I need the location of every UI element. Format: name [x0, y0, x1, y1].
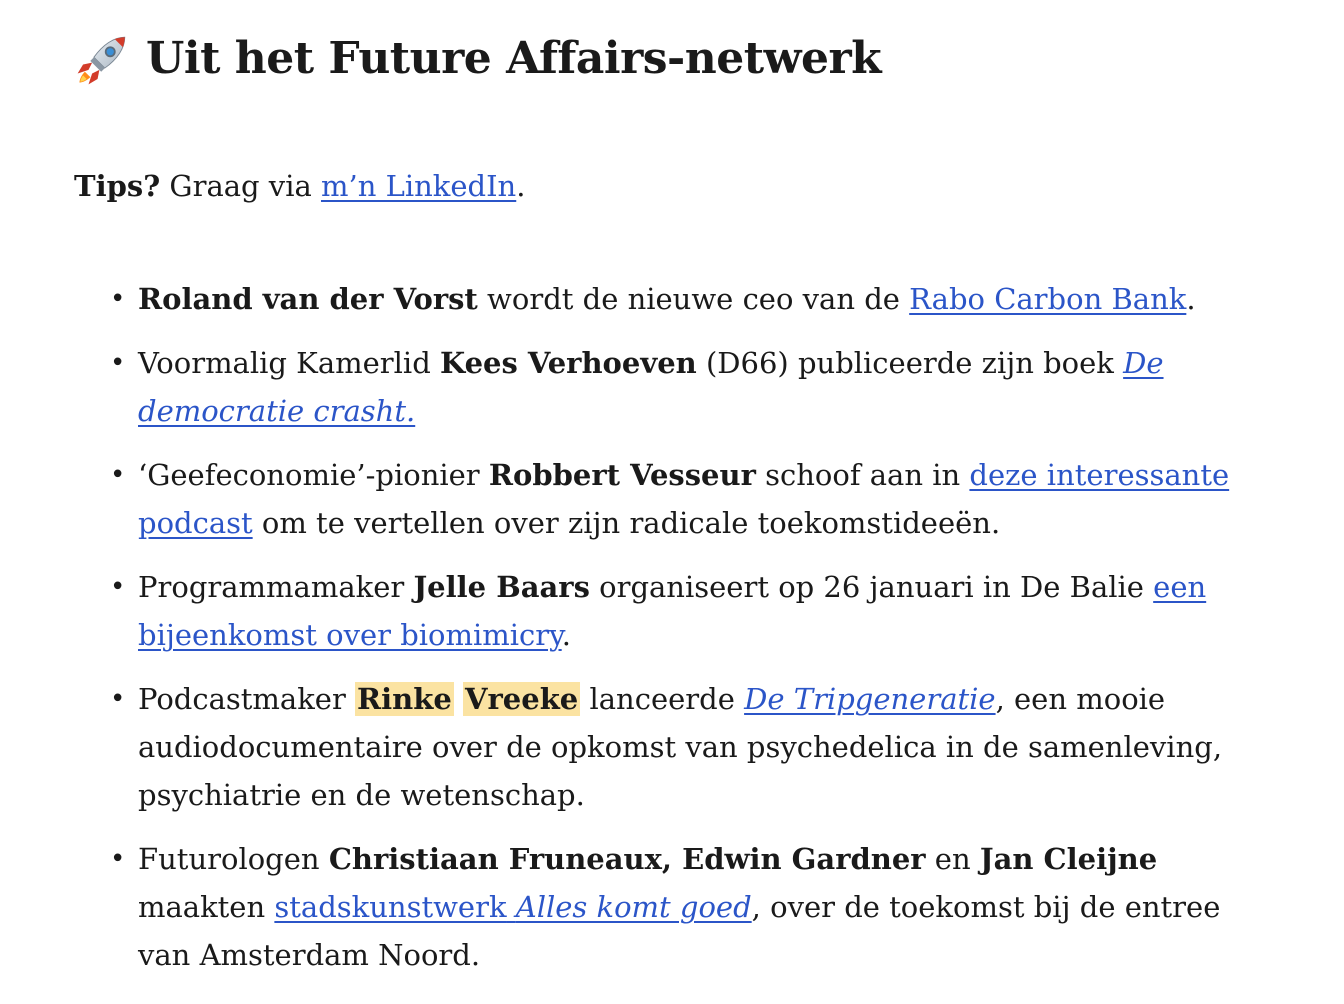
list-item: • ‘Geefeconomie’-pionier Robbert Vesseur schoof aan in deze interessante podcast om te vertellen over zijn radicale toekomstideeën.	[138, 451, 1248, 547]
tripgeneratie-link[interactable]: De Tripgeneratie	[744, 682, 996, 716]
list-item: • Roland van der Vorst wordt de nieuwe ceo van de Rabo Carbon Bank.	[138, 275, 1248, 323]
list-item: • Voormalig Kamerlid Kees Verhoeven (D66) publiceerde zijn boek De democratie crasht.	[138, 339, 1248, 435]
person-name: Kees Verhoeven	[440, 346, 697, 380]
rocket-icon	[74, 30, 132, 88]
tips-label: Tips?	[74, 169, 161, 203]
tips-line: Tips? Graag via m’n LinkedIn.	[74, 169, 526, 203]
person-name-highlighted: Rinke	[357, 682, 452, 716]
list-item: • Podcastmaker Rinke Vreeke lanceerde De Tripgeneratie, een mooie audiodocumentaire over de opkomst van psychedelica in de samenleving, psychiatrie en de wetenschap.	[138, 675, 1248, 819]
rabo-carbon-bank-link[interactable]: Rabo Carbon Bank	[909, 282, 1187, 316]
bullet-icon: •	[110, 844, 126, 874]
news-list	[110, 275, 1248, 995]
person-name: Jelle Baars	[413, 570, 590, 604]
person-name-highlighted: Vreeke	[465, 682, 579, 716]
book-link[interactable]: De democratie crasht.	[138, 346, 1164, 428]
person-name: Jan Cleijne	[979, 842, 1158, 876]
bullet-icon: •	[110, 348, 126, 378]
bullet-icon: •	[110, 460, 126, 490]
section-title: Uit het Future Affairs-netwerk	[146, 33, 882, 84]
linkedin-link[interactable]: m’n LinkedIn	[320, 169, 517, 203]
bullet-icon: •	[110, 284, 126, 314]
podcast-link[interactable]: deze interessante podcast	[138, 458, 1230, 540]
person-names: Christiaan Fruneaux, Edwin Gardner	[328, 842, 926, 876]
biomimicry-event-link[interactable]: een bijeenkomst over biomimicry	[138, 570, 1207, 652]
section-heading	[74, 30, 881, 88]
bullet-icon: •	[110, 572, 126, 602]
list-item: • Programmamaker Jelle Baars organiseert op 26 januari in De Balie een bijeenkomst over biomimicry.	[138, 563, 1248, 659]
bullet-icon: •	[110, 684, 126, 714]
stadskunstwerk-link[interactable]: stadskunstwerk Alles komt goed	[274, 890, 752, 924]
person-name: Roland van der Vorst	[138, 282, 478, 316]
tips-text: Graag via	[169, 169, 312, 203]
person-name: Robbert Vesseur	[488, 458, 756, 492]
list-item: • Futurologen Christiaan Fruneaux, Edwin Gardner en Jan Cleijne maakten stadskunstwerk Alles komt goed, over de toekomst bij de entree van Amsterdam Noord.	[138, 835, 1248, 979]
